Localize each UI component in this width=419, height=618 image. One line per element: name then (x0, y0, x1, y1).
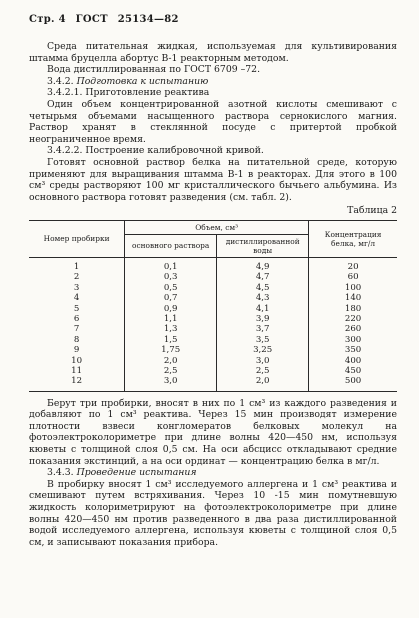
table-row (29, 303, 397, 313)
table-row (29, 355, 397, 365)
table-row (29, 324, 397, 334)
table-cell: 400 (309, 355, 397, 365)
table-cell: 4,7 (217, 272, 309, 282)
table-cell: 9 (29, 345, 125, 355)
header-concentration: Концентрация белка, мг/л (309, 220, 397, 257)
table-cell: 140 (309, 293, 397, 303)
table-cell: 3 (29, 283, 125, 293)
table-cell: 2,0 (217, 376, 309, 391)
paragraph-reagent: Один объем концентрированной азотной кислоты смешивают с четырьмя объемами насыщенного раствора сернокислого магния. Раствор хранят в стеклянной посуде с притертой пробкой неограниченное время. (29, 98, 397, 145)
header-main-solution: основного раствора (125, 234, 217, 257)
table-cell: 11 (29, 366, 125, 376)
table-cell: 2,5 (217, 366, 309, 376)
section-title: Подготовка к испытанию (76, 75, 209, 87)
table-cell: 0,1 (125, 257, 217, 272)
table-cell: 3,5 (217, 335, 309, 345)
table-cell: 4 (29, 293, 125, 303)
subsection-3-4-2-1: 3.4.2.1. Приготовление реактива (47, 87, 210, 99)
table-cell: 0,7 (125, 293, 217, 303)
page-header (29, 14, 185, 26)
standard-number: 25134—82 (117, 14, 179, 25)
table-cell: 4,9 (217, 257, 309, 272)
table-row (29, 257, 397, 272)
table-row (29, 345, 397, 355)
table-cell: 2,0 (125, 355, 217, 365)
table-cell: 4,5 (217, 283, 309, 293)
table-cell: 8 (29, 335, 125, 345)
table-cell: 7 (29, 324, 125, 334)
table-row (29, 314, 397, 324)
table-cell: 3,25 (217, 345, 309, 355)
table-cell: 260 (309, 324, 397, 334)
section-heading-3-4-3 (29, 467, 397, 479)
table-cell: 1,1 (125, 314, 217, 324)
table-row (29, 283, 397, 293)
header-volume: Объем, см³ (125, 220, 309, 234)
table-cell: 6 (29, 314, 125, 324)
paragraph-stock-solution: Готовят основной раствор белка на питательной среде, которую применяют для выращивания штамма В-1 в реакторах. Для этого в 100 см³ среды растворяют 100 мг кристаллического бычьего альбумина. Из основного раствора готовят разведения (см. табл. 2). (29, 156, 397, 203)
table-cell: 180 (309, 303, 397, 313)
table-cell: 1 (29, 257, 125, 272)
table-cell: 220 (309, 314, 397, 324)
dilution-table (29, 220, 397, 392)
table-cell: 60 (309, 272, 397, 282)
table-cell: 0,5 (125, 283, 217, 293)
table-cell: 2,5 (125, 366, 217, 376)
table-cell: 4,3 (217, 293, 309, 303)
subsection-3-4-2-2: 3.4.2.2. Построение калибровочной кривой. (47, 145, 264, 157)
page-content (29, 41, 397, 548)
table-row (29, 293, 397, 303)
section-heading-3-4-2 (29, 76, 397, 88)
paragraph-procedure: В пробирку вносят 1 см³ исследуемого аллергена и 1 см³ реактива и смешивают путем встряхивания. Через 10 -15 мин помутневшую жидкость колориметрируют на фотоэлектроколориметре при длине волны 420—450 нм против разведенного в два раза дистиллированной водой исследуемого аллергена, используя кюветы с толщиной слоя 0,5 см, и записывают показания прибора. (29, 478, 397, 548)
table-cell: 10 (29, 355, 125, 365)
table-cell: 4,1 (217, 303, 309, 313)
section-number: 3.4.3. (47, 467, 74, 479)
table-caption: Таблица 2 (347, 205, 397, 217)
table-body (29, 257, 397, 391)
table-cell: 3,0 (217, 355, 309, 365)
header-tube-number: Номер пробирки (29, 220, 125, 257)
table-cell: 2 (29, 272, 125, 282)
table-cell: 0,9 (125, 303, 217, 313)
table-cell: 12 (29, 376, 125, 391)
table-cell: 20 (309, 257, 397, 272)
table-cell: 3,9 (217, 314, 309, 324)
paragraph-water: Вода дистиллированная по ГОСТ 6709 –72. (47, 64, 261, 76)
table-cell: 350 (309, 345, 397, 355)
table-cell: 1,5 (125, 335, 217, 345)
table-row (29, 335, 397, 345)
table-cell: 450 (309, 366, 397, 376)
table-row (29, 366, 397, 376)
table-cell: 3,7 (217, 324, 309, 334)
standard-label: ГОСТ (75, 14, 108, 25)
table-cell: 1,75 (125, 345, 217, 355)
page-number: Стр. 4 (29, 14, 66, 25)
table-row (29, 376, 397, 391)
table-cell: 300 (309, 335, 397, 345)
table-cell: 1,3 (125, 324, 217, 334)
paragraph-medium: Среда питательная жидкая, используемая для культивирования штамма бруцелла абортус В-1 реакторным методом. (29, 41, 397, 64)
paragraph-measurement: Берут три пробирки, вносят в них по 1 см³ из каждого разведения и добавляют по 1 см³ реактива. Через 15 мин производят измерение плотности взвеси конгломератов белковых молекул на фотоэлектроколориметре при длине волны 420—450 нм, используя кюветы с толщиной слоя 0,5 см. На оси абсцисс откладывают средние показания экстинций, а на оси ординат — концентрацию белка в мг/л. (29, 397, 397, 467)
table-cell: 500 (309, 376, 397, 391)
table-cell: 0,3 (125, 272, 217, 282)
header-distilled-water: дистиллированной воды (217, 234, 309, 257)
section-title: Проведение испытания (76, 467, 197, 479)
table-cell: 100 (309, 283, 397, 293)
table-cell: 5 (29, 303, 125, 313)
table-cell: 3,0 (125, 376, 217, 391)
section-number: 3.4.2. (47, 75, 74, 87)
table-row (29, 272, 397, 282)
